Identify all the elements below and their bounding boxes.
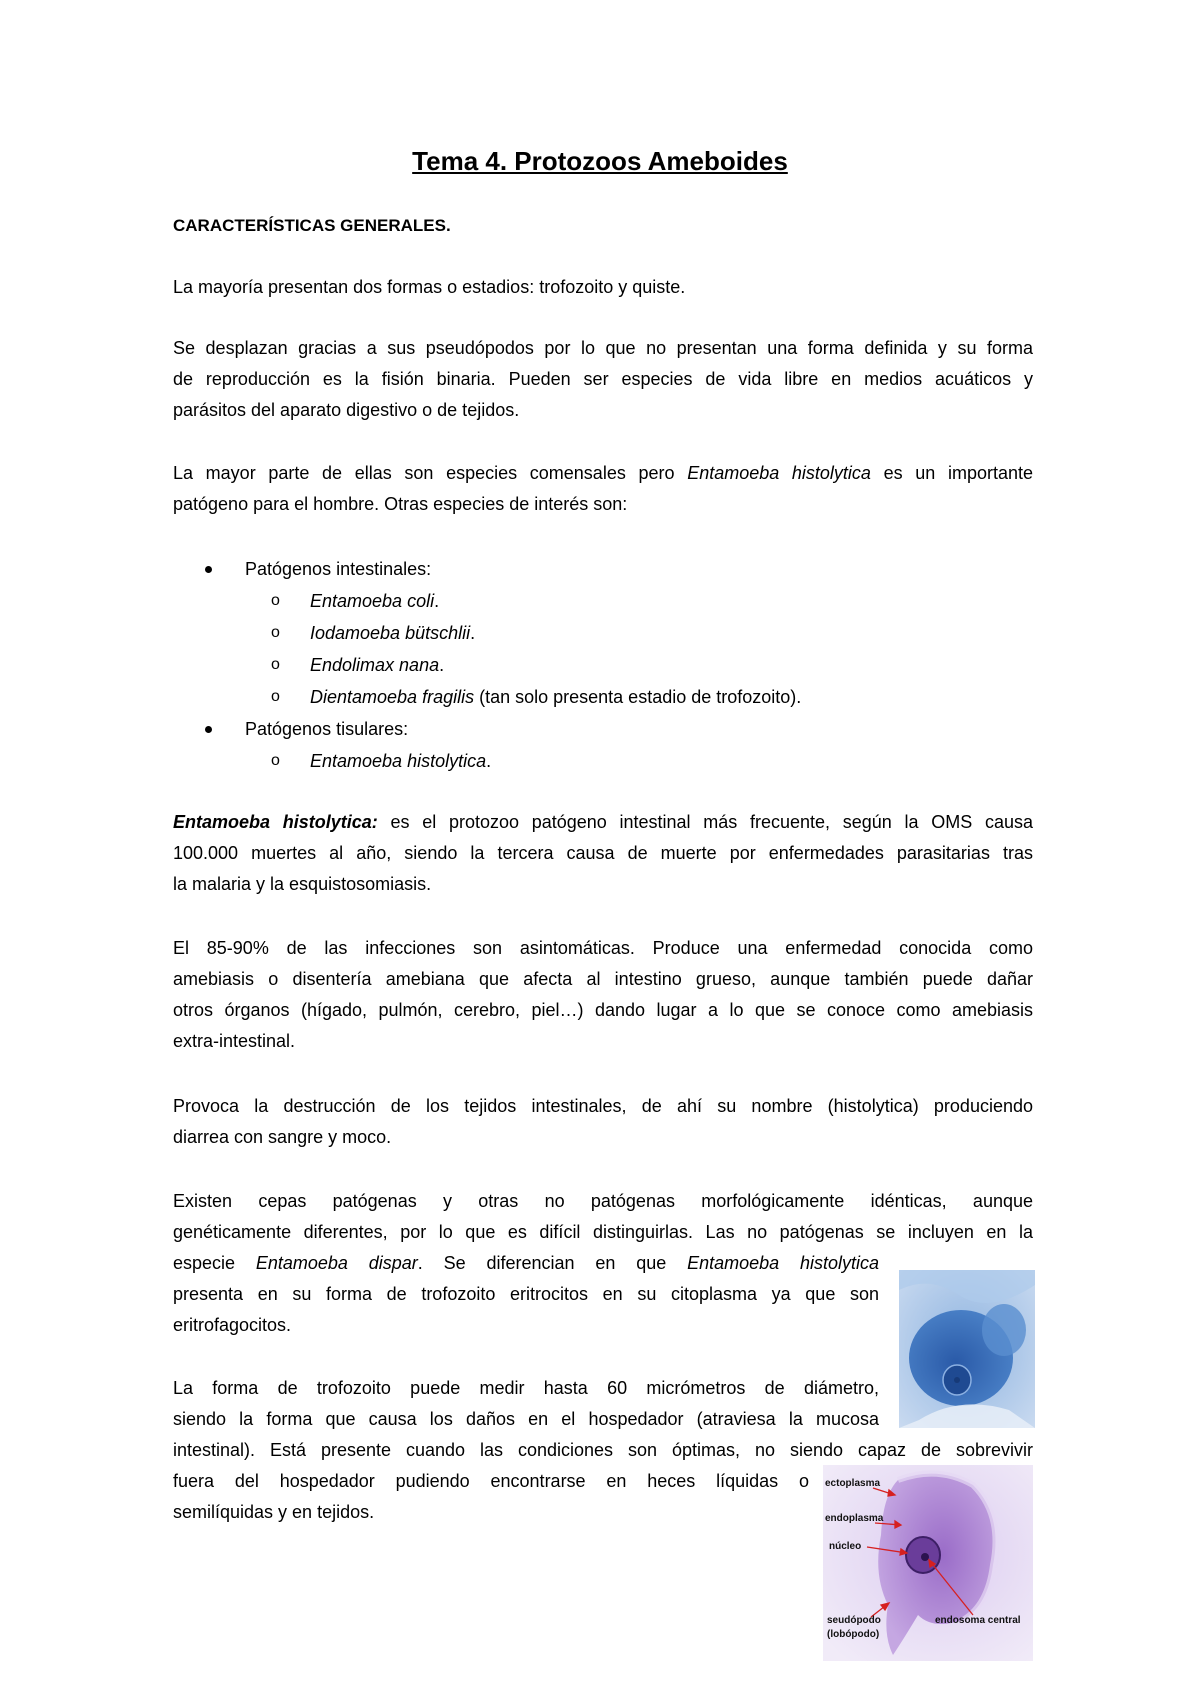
species-name-bold: Entamoeba histolytica: — [173, 812, 378, 832]
paragraph-line — [173, 1248, 879, 1279]
section-heading: CARACTERÍSTICAS GENERALES. — [173, 216, 451, 235]
bullet-icon — [205, 726, 212, 733]
species-name: Iodamoeba bütschlii — [310, 623, 471, 643]
bullet-icon — [205, 566, 212, 573]
species-name: Dientamoeba fragilis — [310, 687, 475, 707]
paragraph-line: patógeno para el hombre. Otras especies de interés son: — [173, 494, 628, 514]
paragraph-line: 100.000 muertes al año, siendo la tercera causa de muerte por enfermedades parasitarias tras — [173, 843, 1033, 863]
sublist-item — [245, 617, 801, 649]
text-run: La mayor parte de ellas son especies comensales pero — [173, 463, 688, 483]
text-run: . Se diferencian en que — [417, 1253, 688, 1273]
paragraph-line: parásitos del aparato digestivo o de tejidos. — [173, 400, 520, 420]
circle-bullet-icon: o — [271, 592, 280, 609]
paragraph-text: La mayoría presentan dos formas o estadios: trofozoito y quiste. — [173, 277, 686, 297]
text-run: . — [470, 623, 476, 643]
circle-bullet-icon: o — [271, 688, 280, 705]
figure-label: endosoma central — [935, 1615, 1021, 1626]
list-item — [173, 713, 801, 777]
list-item — [173, 553, 801, 713]
paragraph-line: presenta en su forma de trofozoito eritrocitos en su citoplasma ya que son — [173, 1284, 879, 1304]
figure-label: núcleo — [829, 1541, 862, 1552]
species-name: Endolimax nana — [310, 655, 440, 675]
paragraph-line: la malaria y la esquistosomiasis. — [173, 874, 432, 894]
paragraph-line: Existen cepas patógenas y otras no patógenas morfológicamente idénticas, aunque — [173, 1191, 1033, 1211]
text-run: . — [439, 655, 445, 675]
micrograph-trophozoite-labeled — [823, 1465, 1033, 1661]
paragraph-infections — [173, 933, 1033, 1057]
paragraph-line — [173, 458, 1033, 489]
paragraph-line: fuera del hospedador pudiendo encontrarse en heces líquidas o — [173, 1471, 809, 1491]
species-name: Entamoeba histolytica — [687, 463, 871, 483]
text-run: es un importante — [870, 463, 1034, 483]
paragraph-line: intestinal). Está presente cuando las condiciones son óptimas, no siendo capaz de sobrevivir — [173, 1440, 1033, 1460]
sublist-item — [245, 681, 801, 713]
species-name: Entamoeba dispar — [255, 1253, 418, 1273]
paragraph-stages — [173, 272, 1033, 303]
text-run: (tan solo presenta estadio de trofozoito). — [474, 687, 802, 707]
text-run: . — [434, 591, 440, 611]
species-name: Entamoeba histolytica — [687, 1253, 879, 1273]
paragraph-line: La forma de trofozoito puede medir hasta 60 micrómetros de diámetro, — [173, 1378, 879, 1398]
sublist-item — [245, 745, 801, 777]
text-run: es el protozoo patógeno intestinal más frecuente, según la OMS causa — [377, 812, 1033, 832]
paragraph-line: eritrofagocitos. — [173, 1315, 292, 1335]
circle-bullet-icon: o — [271, 752, 280, 769]
paragraph-movement — [173, 333, 1033, 426]
paragraph-line: genéticamente diferentes, por lo que es difícil distinguirlas. Las no patógenas se incluyen en la — [173, 1222, 1033, 1242]
paragraph-line: siendo la forma que causa los daños en el hospedador (atraviesa la mucosa — [173, 1409, 879, 1429]
paragraph-commensal — [173, 458, 1033, 520]
paragraph-line: otros órganos (hígado, pulmón, cerebro, piel…) dando lugar a lo que se conoce como amebiasis — [173, 1000, 1033, 1020]
paragraph-line: amebiasis o disentería amebiana que afecta al intestino grueso, aunque también puede dañar — [173, 969, 1033, 989]
sublist-item — [245, 585, 801, 617]
list-item-label: Patógenos tisulares: — [245, 719, 409, 739]
paragraph-line: El 85-90% de las infecciones son asintomáticas. Produce una enfermedad conocida como — [173, 938, 1033, 958]
figure-label: seudópodo — [827, 1615, 881, 1626]
species-name: Entamoeba histolytica — [310, 751, 487, 771]
list-item-label: Patógenos intestinales: — [245, 559, 432, 579]
text-run: . — [486, 751, 492, 771]
paragraph-destruction — [173, 1091, 1033, 1153]
paragraph-line: de reproducción es la fisión binaria. Pueden ser especies de vida libre en medios acuáticos y — [173, 369, 1033, 389]
sublist-item — [245, 649, 801, 681]
paragraph-line: semilíquidas y en tejidos. — [173, 1502, 375, 1522]
paragraph-line: Provoca la destrucción de los tejidos intestinales, de ahí su nombre (histolytica) produciendo — [173, 1096, 1033, 1116]
paragraph-line — [173, 807, 1033, 838]
sublist-intestinal — [245, 585, 801, 713]
figure-label: (lobópodo) — [827, 1629, 880, 1640]
species-name: Entamoeba coli — [310, 591, 435, 611]
circle-bullet-icon: o — [271, 656, 280, 673]
species-list — [173, 553, 801, 777]
paragraph-line: Se desplazan gracias a sus pseudópodos por lo que no presentan una forma definida y su forma — [173, 338, 1033, 358]
sublist-tissue — [245, 745, 801, 777]
paragraph-line: extra-intestinal. — [173, 1031, 296, 1051]
micrograph-trophozoite-blue — [899, 1270, 1035, 1428]
text-run: especie — [173, 1253, 256, 1273]
figure-label: ectoplasma — [825, 1478, 881, 1489]
paragraph-histolytica — [173, 807, 1033, 900]
circle-bullet-icon: o — [271, 624, 280, 641]
micrograph-drawing — [899, 1270, 1035, 1428]
page-title: Tema 4. Protozoos Ameboides — [412, 146, 788, 176]
paragraph-line: diarrea con sangre y moco. — [173, 1127, 392, 1147]
figure-label: endoplasma — [825, 1513, 884, 1524]
